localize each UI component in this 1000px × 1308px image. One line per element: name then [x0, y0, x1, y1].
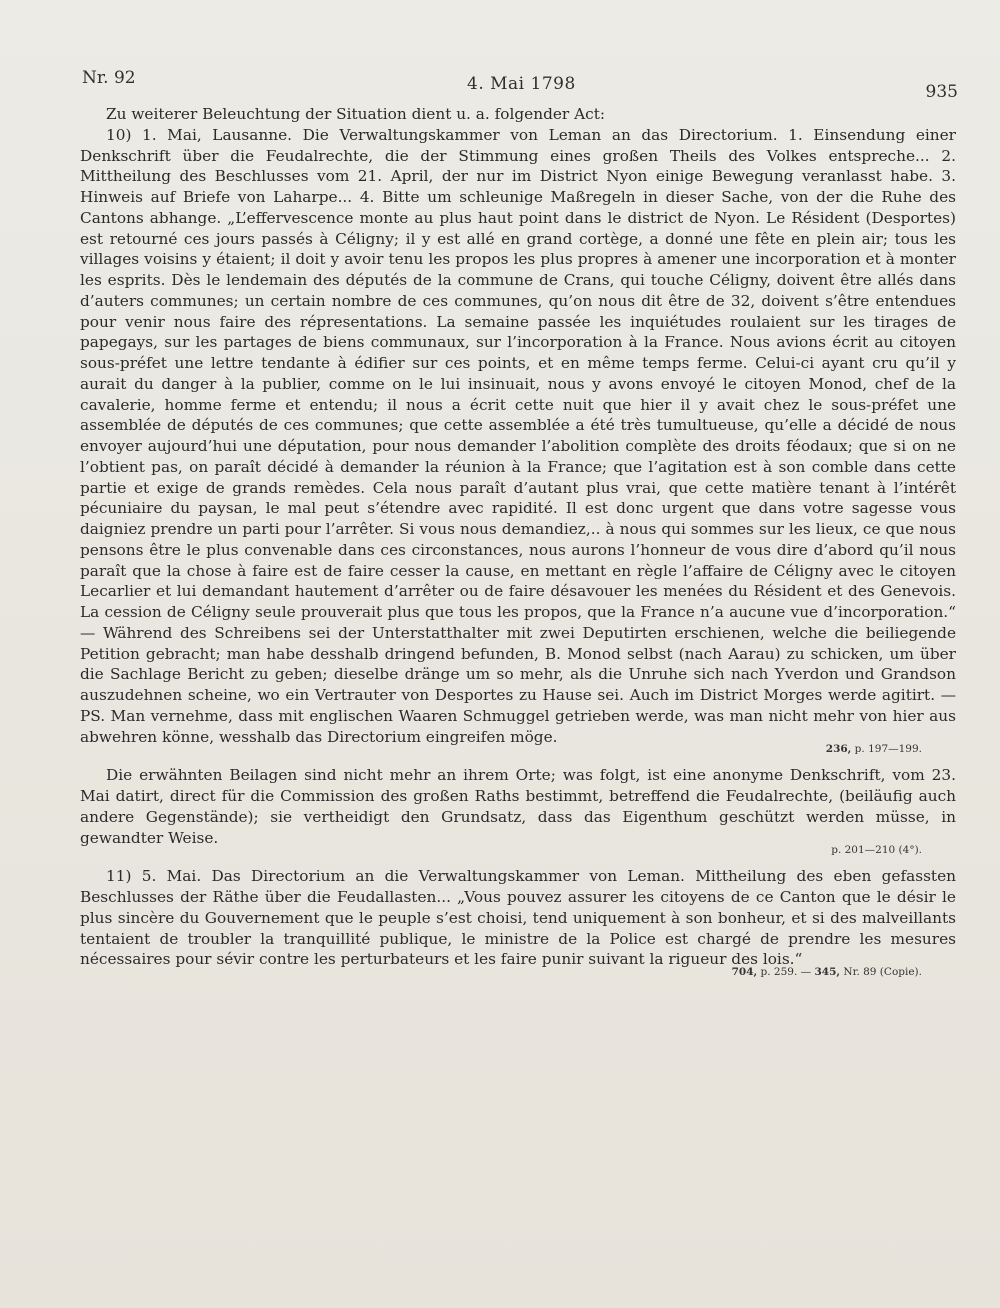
- entry-11-citation-number-2: 345,: [814, 966, 841, 978]
- beilagen-citation: p. 201—210 (4°).: [831, 844, 922, 857]
- beilagen-paragraph: Die erwähnten Beilagen sind nicht mehr an ihrem Orte; was folgt, ist eine anonyme Denkschrift, vom 23. Mai datirt, direct für die Commission des großen Raths bestimmt, betreffend die Feudalrechte, (beiläufig auch andere Gegenstände); sie vertheidigt den Grundsatz, dass das Eigenthum geschützt werden müsse, in gewandter Weise.: [80, 766, 956, 847]
- page-header: [82, 68, 958, 100]
- entry-10-citation-number: 236,: [825, 743, 852, 756]
- entry-11-citation-pages-2: Nr. 89 (Copie).: [840, 966, 922, 978]
- document-number: Nr. 92: [82, 68, 136, 88]
- entry-11-citation-number-1: 704,: [731, 966, 758, 978]
- entry-11-citation-pages-1: p. 259. —: [757, 966, 815, 978]
- page-number: 935: [925, 82, 958, 102]
- page-date: 4. Mai 1798: [467, 74, 576, 94]
- entry-10: 10) 1. Mai, Lausanne. Die Verwaltungskammer von Leman an das Directorium. 1. Einsendung einer Denkschrift über die Feudalrechte, die der Stimmung eines großen Theils des Volkes entspreche... 2. Mittheilung des Beschlusses vom 21. April, der nur im District Nyon einige Bewegung veranlasst habe. 3. Hinweis auf Briefe von Laharpe... 4. Bitte um schleunige Maßregeln in dieser Sache, von der die Ruhe des Cantons abhange. „L’effervescence monte au plus haut point dans le district de Nyon. Le Résident (Desportes) est retourné ces jours passés à Céligny; il y est allé en grand cortège, a donné une fête en plein air; tous les villages voisins y étaient; il doit y avoir tenu les propos les plus propres à amener une incorporation et à monter les esprits. Dès le lendemain des députés de la commune de Crans, qui touche Céligny, doivent être allés dans d’auters communes; un certain nombre de ces communes, qu’on nous dit être de 32, doivent s’être entendues pour venir nous faire des répresentations. La semaine passée les inquiétudes roulaient sur les tirages de papegays, sur les partages de biens communaux, sur l’incorporation à la France. Nous avions écrit au citoyen sous-préfet une lettre tendante à édifier sur ces points, et en même temps ferme. Celui-ci ayant cru qu’il y aurait du danger à la publier, comme on le lui insinuait, nous y avons envoyé le citoyen Monod, chef de la cavalerie, homme ferme et entendu; il nous a écrit cette nuit que hier il y avait chez le sous-préfet une assemblée de députés de ces communes; que cette assemblée a été très tumultueuse, qu’elle a décidé de nous envoyer aujourd’hui une députation, pour nous demander l’abolition complète des droits féodaux; que si on ne l’obtient pas, on paraît décidé à demander la réunion à la France; que l’agitation est à son comble dans cette partie et exige de grands remèdes. Cela nous paraît d’autant plus vrai, que cette matière tenant à l’intérêt pécuniaire du paysan, le mal peut s’étendre avec rapidité. Il est donc urgent que dans votre sagesse vous daigniez prendre un parti pour l’arrêter. Si vous nous demandiez,.. à nous qui sommes sur les lieux, ce que nous pensons être le plus convenable dans ces circonstances, nous aurons l’honneur de vous dire d’abord qu’il nous paraît que la chose à faire est de faire cesser la cause, en mettant en règle l’affaire de Céligny avec le citoyen Lecarlier et lui demandant hautement d’arrêter ou de faire désavouer les menées du Résident et des Genevois. La cession de Céligny seule prouverait plus que tous les propos, que la France n’a aucune vue d’incorporation.“ — Während des Schreibens sei der Unterstatthalter mit zwei Deputirten erschienen, welche die beiliegende Petition gebracht; man habe desshalb dringend befunden, B. Monod selbst (nach Aarau) zu schicken, um über die Sachlage Bericht zu geben; dieselbe dränge um so mehr, als die Unruhe sich nach Yverdon und Grandson auszudehnen scheine, wo ein Vertrauter von Desportes zu Hause sei. Auch im District Morges werde agitirt. — PS. Man vernehme, dass mit englischen Waaren Schmuggel getrieben werde, was man nicht mehr von hier aus abwehren könne, wesshalb das Directorium eingreifen möge.: [80, 125, 956, 746]
- entry-10-citation-pages: p. 197—199.: [851, 743, 922, 756]
- entry-11: 11) 5. Mai. Das Directorium an die Verwaltungskammer von Leman. Mittheilung des eben gefassten Beschlusses der Räthe über die Feudallasten... „Vous pouvez assurer les citoyens de ce Canton que le désir le plus sincère du Gouvernement que le peuple s’est choisi, tend uniquement à son bonheur, et si des malveillants tentaient de troubler la tranquillité publique, le ministre de la Police est chargé de prendre les mesures nécessaires pour sévir contre les perturbateurs et les faire punir suivant la rigueur des lois.“: [80, 867, 956, 969]
- intro-line: Zu weiterer Beleuchtung der Situation dient u. a. folgender Act:: [106, 105, 606, 123]
- page-body: [80, 104, 956, 979]
